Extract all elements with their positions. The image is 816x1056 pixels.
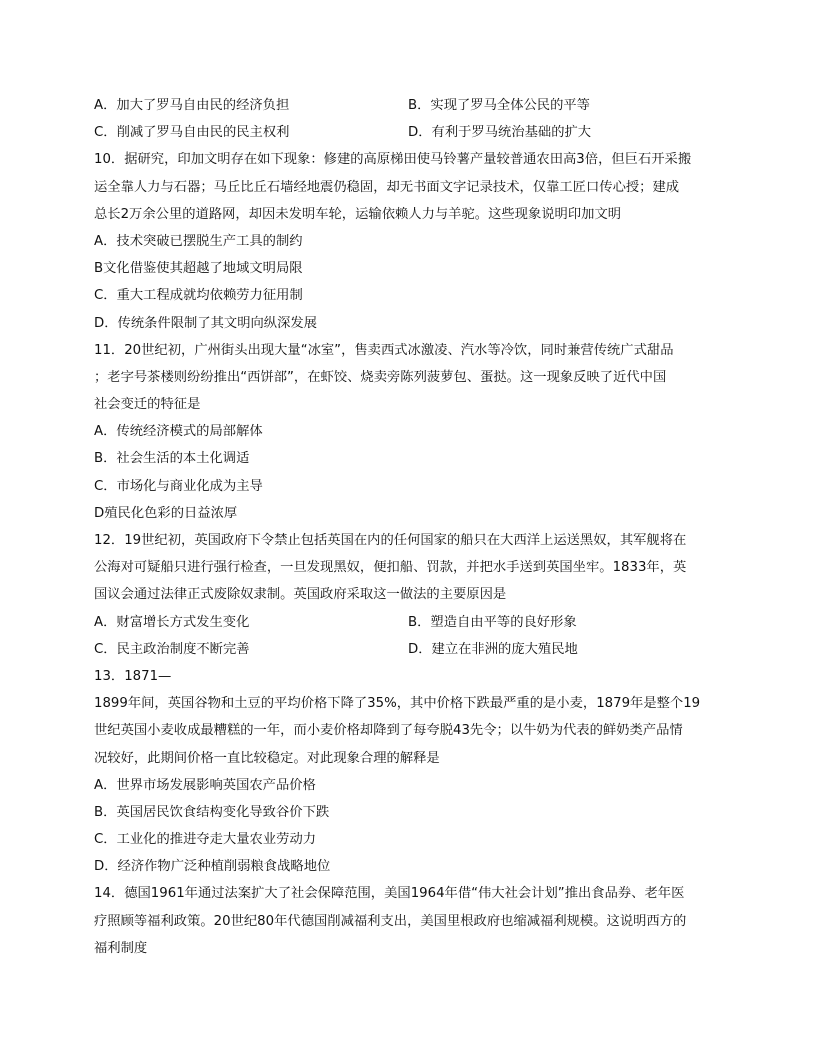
q12-option-b: B．塑造自由平等的良好形象 [408, 614, 577, 630]
q14-stem-line: 福利制度 [94, 940, 148, 956]
q11-stem-line: ；老字号茶楼则纷纷推出“西饼部”，在虾饺、烧卖旁陈列菠萝包、蛋挞。这一现象反映了近代中国 [94, 369, 667, 385]
q12-stem-line: 公海对可疑船只进行强行检查，一旦发现黑奴，便扣船、罚款，并把水手送到英国坐牢。1833年，英 [94, 560, 687, 576]
q10-stem-line: 总长2万余公里的道路网，却因未发明车轮，运输依赖人力与羊驼。这些现象说明印加文明 [94, 206, 622, 222]
question-14 [94, 880, 734, 962]
q13-option-b: B．英国居民饮食结构变化导致谷价下跌 [94, 804, 330, 820]
q9-option-c: C．削减了罗马自由民的民主权利 [94, 125, 290, 141]
q11-stem-line: 社会变迁的特征是 [94, 397, 201, 413]
q13-stem-line: 世纪英国小麦收成最糟糕的一年，而小麦价格却降到了每夸脱43先令；以牛奶为代表的鲜奶类产品情 [94, 723, 683, 739]
question-10 [94, 146, 734, 336]
q10-stem-line: 10．据研究，印加文明存在如下现象：修建的高原梯田使马铃薯产量较普通农田高3倍，但巨石开采搬 [94, 152, 692, 168]
q9-option-b: B．实现了罗马全体公民的平等 [408, 98, 590, 113]
q13-option-c: C．工业化的推进夺走大量农业劳动力 [94, 832, 317, 848]
q10-option-a: A．技术突破已摆脱生产工具的制约 [94, 233, 303, 249]
q10-stem-line: 运全靠人力与石器；马丘比丘石墙经地震仍稳固，却无书面文字记录技术，仅靠工匠口传心授；建成 [94, 179, 680, 195]
q9-options-row-2 [94, 119, 734, 146]
q12-options-row-1 [94, 609, 734, 636]
q11-stem-line: 11．20世纪初，广州街头出现大量“冰室”，售卖西式冰激凌、汽水等冷饮，同时兼营传统广式甜品 [94, 342, 674, 358]
q11-option-d: D殖民化色彩的日益浓厚 [94, 505, 238, 521]
question-11 [94, 337, 734, 527]
q12-stem-line: 国议会通过法律正式废除奴隶制。英国政府采取这一做法的主要原因是 [94, 587, 507, 603]
q9-option-d: D．有利于罗马统治基础的扩大 [408, 125, 592, 141]
q11-option-a: A．传统经济模式的局部解体 [94, 424, 263, 440]
q11-option-c: C．市场化与商业化成为主导 [94, 478, 263, 494]
q11-option-b: B．社会生活的本土化调适 [94, 451, 250, 467]
q10-option-c: C．重大工程成就均依赖劳力征用制 [94, 288, 303, 304]
q13-option-a: A．世界市场发展影响英国农产品价格 [94, 777, 316, 793]
q13-option-d: D．经济作物广泛种植削弱粮食战略地位 [94, 859, 331, 875]
q10-option-d: D．传统条件限制了其文明向纵深发展 [94, 315, 317, 331]
q13-stem-line: 1899年间，英国谷物和土豆的平均价格下降了35%，其中价格下跌最严重的是小麦，1879年是整个19 [94, 696, 701, 712]
q12-option-a: A．财富增长方式发生变化 [94, 614, 250, 630]
question-13 [94, 663, 734, 881]
q13-stem-line: 况较好，此期间价格一直比较稳定。对此现象合理的解释是 [94, 750, 440, 766]
exam-page [94, 92, 734, 962]
q14-stem-line: 14．德国1961年通过法案扩大了社会保障范围，美国1964年借“伟大社会计划”推出食品券、老年医 [94, 886, 685, 902]
q9-options-row-1 [94, 92, 734, 119]
q12-option-c: C．民主政治制度不断完善 [94, 641, 250, 657]
q12-option-d: D．建立在非洲的庞大殖民地 [408, 641, 578, 657]
q12-stem-line: 12．19世纪初，英国政府下令禁止包括英国在内的任何国家的船只在大西洋上运送黑奴，其军舰将在 [94, 533, 687, 548]
q12-options-row-2 [94, 636, 734, 663]
q10-option-b: B文化借鉴使其超越了地域文明局限 [94, 261, 303, 277]
q14-stem-line: 疗照顾等福利政策。20世纪80年代德国削减福利支出，美国里根政府也缩减福利规模。这说明西方的 [94, 913, 687, 929]
question-12 [94, 527, 734, 663]
q9-option-a: A．加大了罗马自由民的经济负担 [94, 98, 290, 113]
q13-stem-line: 13．1871— [94, 668, 172, 684]
